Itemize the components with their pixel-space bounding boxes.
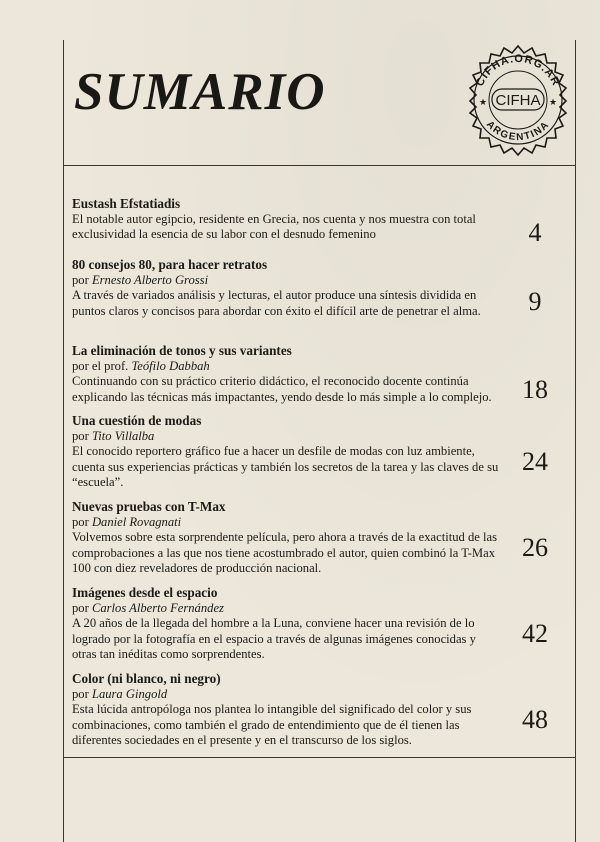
toc-entry bbox=[72, 499, 502, 577]
svg-text:★: ★ bbox=[478, 98, 488, 108]
stamp-bottom-text: ARGENTINA bbox=[483, 119, 553, 144]
entry-byline bbox=[72, 687, 502, 703]
byline-prefix: por bbox=[72, 686, 92, 701]
entry-author: Teófilo Dabbah bbox=[131, 358, 210, 373]
page-title: SUMARIO bbox=[74, 63, 326, 121]
entry-description: Esta lúcida antropóloga nos plantea lo intangible del significado del color y sus combinaciones, como también el grado de entendimiento que de él tienen las diferentes sociedades en el presente y en el transcurso de los siglos. bbox=[72, 702, 472, 747]
byline-prefix: por bbox=[72, 272, 92, 287]
toc-entry bbox=[72, 196, 502, 243]
entry-byline bbox=[72, 429, 502, 445]
svg-text:★: ★ bbox=[548, 98, 558, 108]
entry-heading: Una cuestión de modas bbox=[72, 413, 202, 428]
entry-description: A 20 años de la llegada del hombre a la Luna, conviene hacer una revisión de lo logrado por la fotografía en el espacio a través de algunas imágenes conocidas y otras tan inéditas como sorprendentes. bbox=[72, 616, 476, 661]
stamp-top-text: CIFHA.ORG.AR bbox=[473, 52, 563, 89]
frame-right-line bbox=[575, 40, 576, 842]
byline-prefix: por bbox=[72, 600, 92, 615]
entry-description: El conocido reportero gráfico fue a hacer un desfile de modas con luz ambiente, cuenta sus experiencias prácticas y también los secretos de la tarea y las claves de su “escuela”. bbox=[72, 444, 499, 489]
byline-prefix: por bbox=[72, 428, 92, 443]
entry-byline bbox=[72, 359, 502, 375]
entry-byline bbox=[72, 601, 502, 617]
entry-heading: Imágenes desde el espacio bbox=[72, 585, 218, 600]
toc-entry bbox=[72, 585, 502, 663]
entry-heading: La eliminación de tonos y sus variantes bbox=[72, 343, 292, 358]
entry-author: Laura Gingold bbox=[91, 686, 168, 701]
entry-description: A través de variados análisis y lecturas, el autor produce una síntesis dividida en puntos claros y concisos para abordar con éxito el difícil arte de penetrar el alma. bbox=[72, 288, 481, 318]
frame-left-line bbox=[63, 40, 64, 842]
entry-author: Tito Villalba bbox=[91, 428, 155, 443]
title-divider bbox=[63, 165, 576, 166]
entry-heading: 80 consejos 80, para hacer retratos bbox=[72, 257, 268, 272]
entry-heading: Eustash Efstatiadis bbox=[72, 196, 181, 211]
entry-description: Volvemos sobre esta sorprendente película, pero ahora a través de la exactitud de las comprobaciones a las que nos tiene acostumbrado el autor, quien combinó la T-Max 100 con diez reveladores de producción nacional. bbox=[72, 530, 497, 575]
entry-page-number: 4 bbox=[528, 218, 542, 247]
byline-prefix: por bbox=[72, 514, 92, 529]
entry-author: Carlos Alberto Fernández bbox=[91, 600, 224, 615]
entry-page-number: 18 bbox=[522, 375, 548, 404]
entry-page-number: 9 bbox=[528, 287, 542, 316]
entry-author: Daniel Rovagnati bbox=[91, 514, 182, 529]
entry-page-number: 42 bbox=[522, 619, 548, 648]
toc-entry bbox=[72, 343, 502, 405]
svg-text:ARGENTINA bbox=[484, 119, 552, 143]
entry-byline bbox=[72, 515, 502, 531]
entry-page-number: 26 bbox=[522, 533, 548, 562]
entry-heading: Nuevas pruebas con T-Max bbox=[72, 499, 226, 514]
entry-description: El notable autor egipcio, residente en Grecia, nos cuenta y nos muestra con total exclusividad la esencia de su labor con el desnudo femenino bbox=[72, 211, 476, 241]
stamp-center-text: CIFHA bbox=[495, 92, 541, 109]
entry-page-number: 24 bbox=[522, 447, 548, 476]
toc-entry bbox=[72, 671, 502, 749]
entry-heading: Color (ni blanco, ni negro) bbox=[72, 671, 221, 686]
byline-prefix: por el prof. bbox=[72, 358, 132, 373]
entry-byline bbox=[72, 273, 502, 289]
bottom-divider bbox=[63, 757, 576, 758]
toc-entry bbox=[72, 413, 502, 491]
cifha-stamp-icon bbox=[462, 44, 574, 156]
entry-page-number: 48 bbox=[522, 705, 548, 734]
entry-author: Ernesto Alberto Grossi bbox=[91, 272, 209, 287]
toc-entry bbox=[72, 257, 502, 319]
entry-description: Continuando con su práctico criterio didáctico, el reconocido docente continúa explicando las técnicas más impactantes, yendo desde lo más simple a lo complejo. bbox=[72, 374, 492, 404]
